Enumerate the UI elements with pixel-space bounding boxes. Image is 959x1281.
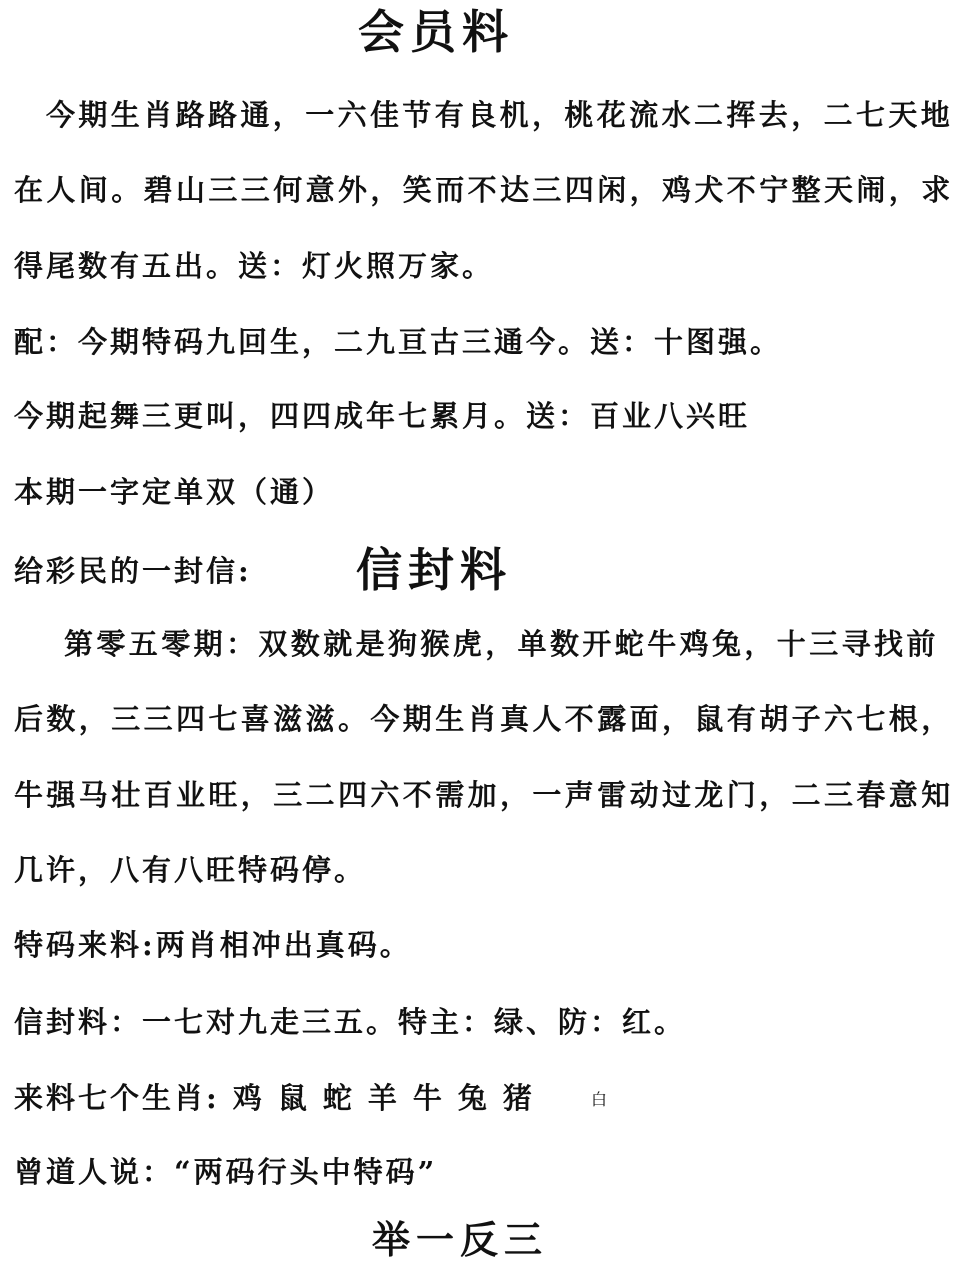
zeng-line: 曾道人说：“两码行头中特码” [14,1155,438,1189]
envelope-line-1: 第零五零期：双数就是狗猴虎，单数开蛇牛鸡兔，十三寻找前 [64,627,939,661]
envelope-summary-line: 信封料：一七对九走三五。特主：绿、防：红。 [14,1005,687,1039]
single-double-line: 本期一字定单双（通） [14,475,335,509]
zodiac-list: 鸡鼠蛇羊牛兔猪 [232,1081,548,1115]
title-juyi: 举一反三 [372,1217,549,1262]
envelope-line-4: 几许，八有八旺特码停。 [14,853,367,887]
paragraph-line-1: 今期生肖路路通，一六佳节有良机，桃花流水二挥去，二七天地 [46,98,954,132]
zodiac-note: 白 [590,1090,607,1109]
pei-line: 配：今期特码九回生，二九亘古三通今。送：十图强。 [14,325,783,359]
title-member: 会员料 [358,5,514,59]
envelope-line-3: 牛强马壮百业旺，三二四六不需加，一声雷动过龙门，二三春意知 [14,778,954,812]
wu-line: 今期起舞三更叫，四四成年七累月。送：百业八兴旺 [14,399,751,433]
paragraph-line-2: 在人间。碧山三三何意外，笑而不达三四闲，鸡犬不宁整天闹，求 [14,173,954,207]
envelope-line-2: 后数，三三四七喜滋滋。今期生肖真人不露面，鼠有胡子六七根， [14,702,954,736]
zodiac-line [14,1078,951,1120]
letter-label: 给彩民的一封信: [14,554,252,588]
title-envelope: 信封料 [356,543,512,597]
paragraph-line-3: 得尾数有五出。送：灯火照万家。 [14,249,495,283]
zodiac-label: 来料七个生肖: [14,1081,220,1115]
tema-line: 特码来料:两肖相冲出真码。 [14,928,412,962]
